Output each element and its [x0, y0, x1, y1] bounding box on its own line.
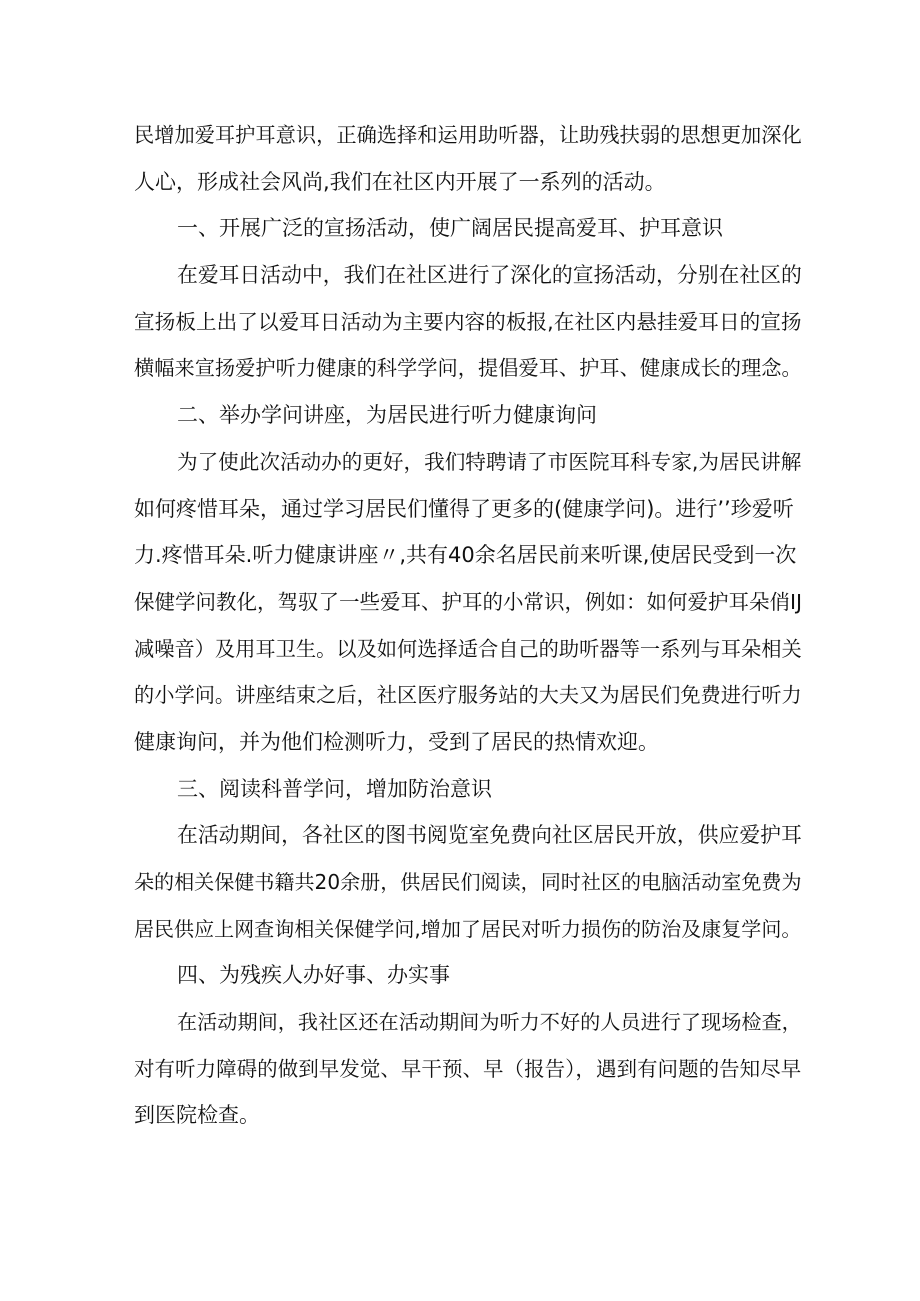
section-heading: 二、举办学问讲座，为居民进行听力健康询问: [177, 403, 597, 428]
paragraph-line: 宣扬板上出了以爱耳日活动为主要内容的板报,在社区内悬挂爱耳日的宣扬: [134, 309, 802, 334]
paragraph-line: 保健学问教化，驾驭了一些爱耳、护耳的小常识，例如：如何爱护耳朵俏IJ: [134, 589, 803, 614]
paragraph-line: 在爱耳日活动中，我们在社区进行了深化的宣扬活动，分别在社区的: [177, 263, 802, 288]
paragraph-line: 到医院检查。: [134, 1103, 260, 1128]
section-heading: 一、开展广泛的宣扬活动，使广阔居民提高爱耳、护耳意识: [177, 216, 723, 241]
paragraph-line: 人心，形成社会风尚,我们在社区内开展了一系列的活动。: [134, 169, 666, 194]
paragraph-line: 健康询问，并为他们检测听力，受到了居民的热情欢迎。: [134, 729, 659, 754]
paragraph-line: 居民供应上网查询相关保健学问,增加了居民对听力损伤的防治及康复学问。: [134, 916, 802, 941]
paragraph-line: 为了使此次活动办的更好，我们特聘请了市医院耳科专家,为居民讲解: [177, 449, 802, 474]
paragraph-line: 横幅来宣扬爱护听力健康的科学学问，提倡爱耳、护耳、健康成长的理念。: [134, 356, 802, 381]
paragraph-line: 力.疼惜耳朵.听力健康讲座〃,共有40余名居民前来听课,使居民受到一次: [134, 543, 797, 568]
paragraph-line: 减噪音）及用耳卫生。以及如何选择适合自己的助听器等一系列与耳朵相关: [134, 636, 802, 661]
paragraph-line: 对有听力障碍的做到早发觉、早干预、早（报告），遇到有问题的告知尽早: [134, 1056, 802, 1081]
paragraph-line: 民增加爱耳护耳意识，正确选择和运用助听器，让助残扶弱的思想更加深化: [134, 123, 802, 147]
paragraph-line: 如何疼惜耳朵，通过学习居民们懂得了更多的(健康学问)。进行’’珍爱听: [134, 496, 794, 521]
paragraph-line: 在活动期间，我社区还在活动期间为听力不好的人员进行了现场检查，: [177, 1010, 802, 1035]
paragraph-line: 朵的相关保健书籍共20余册，供居民们阅读，同时社区的电脑活动室免费为: [134, 870, 802, 894]
paragraph-line: 在活动期间，各社区的图书阅览室免费向社区居民开放，供应爱护耳: [177, 823, 802, 848]
document-body: [134, 112, 802, 1139]
paragraph-line: 的小学问。讲座结束之后，社区医疗服务站的大夫又为居民们免费进行听力: [134, 683, 802, 708]
section-heading: 四、为残疾人办好事、办实事: [177, 963, 450, 988]
section-heading: 三、阅读科普学问，增加防治意识: [177, 776, 492, 801]
